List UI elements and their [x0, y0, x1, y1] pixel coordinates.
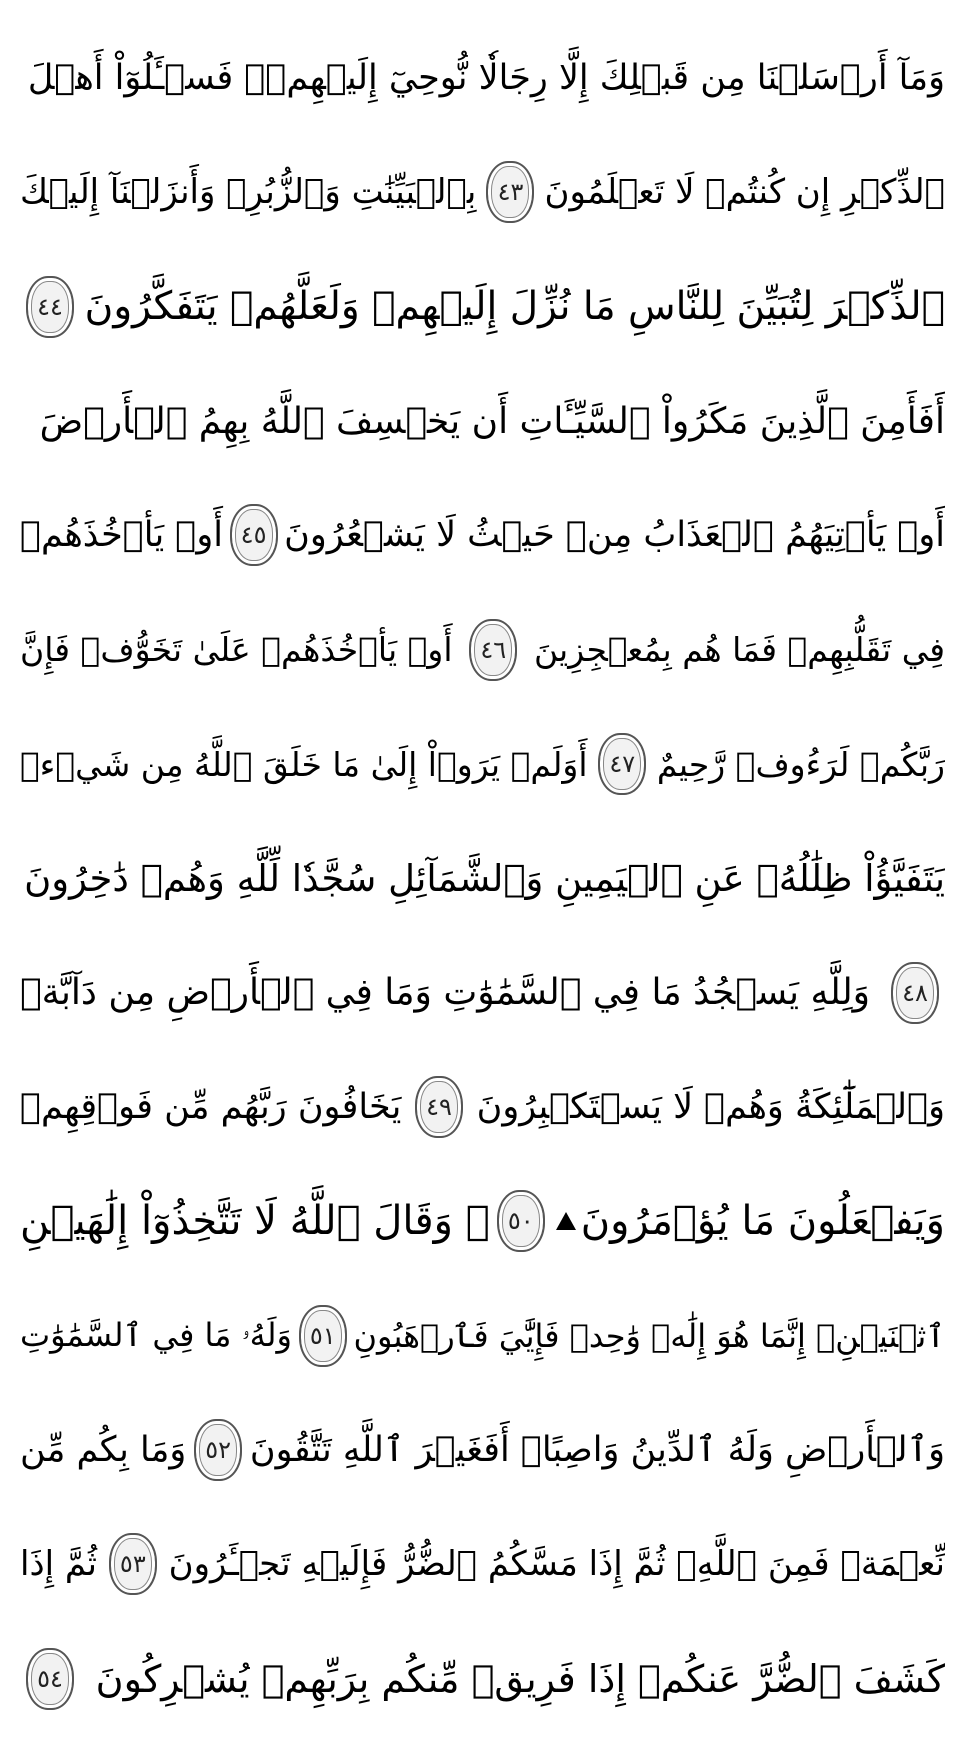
verse-text: رَبَّكُمۡ لَرَءُوفٞ رَّحِيمٌ	[656, 744, 945, 784]
text-line	[20, 1167, 945, 1275]
ayah-number-marker: ٥١	[299, 1305, 347, 1367]
verse-text: ٱلذِّكۡرِ إِن كُنتُمۡ لَا تَعۡلَمُونَ	[544, 172, 945, 213]
verse-text: وَٱلۡأَرۡضِ وَلَهُ ٱلدِّينُ وَاصِبًاۚ أَفَغَيۡرَ ٱللَّهِ تَتَّقُونَ	[249, 1430, 945, 1471]
ayah-number-marker: ٤٥	[230, 504, 278, 566]
text-line	[20, 24, 945, 132]
text-line	[20, 481, 945, 589]
verse-text: بِٱلۡبَيِّنَٰتِ وَٱلزُّبُرِۗ وَأَنزَلۡنَآ إِلَيۡكَ	[20, 172, 477, 213]
text-line	[20, 253, 945, 361]
text-line	[20, 824, 945, 932]
verse-text: أَوۡ يَأۡخُذَهُمۡ	[20, 515, 223, 556]
text-line	[20, 710, 945, 818]
verse-text: وَلَهُۥ مَا فِي ٱلسَّمَٰوَٰتِ	[20, 1316, 292, 1355]
verse-text: وَلِلَّهِ يَسۡجُدُ مَا فِي ٱلسَّمَٰوَٰتِ وَمَا فِي ٱلۡأَرۡضِ مِن دَآبَّةٖ	[20, 972, 871, 1014]
verse-text: ٱثۡنَيۡنِۖ إِنَّمَا هُوَ إِلَٰهٞ وَٰحِدٞ فَإِيَّٰيَ فَٱرۡهَبُونِ	[353, 1316, 945, 1355]
text-line	[20, 1510, 945, 1618]
ayah-number-marker: ٥٢	[194, 1419, 242, 1481]
ayah-number-marker: ٤٣	[486, 161, 534, 223]
verse-text: وَيَفۡعَلُونَ مَا يُؤۡمَرُونَ	[580, 1198, 945, 1245]
text-line	[20, 138, 945, 246]
text-line	[20, 1053, 945, 1161]
verse-text: أَوَلَمۡ يَرَوۡاْ إِلَىٰ مَا خَلَقَ ٱللَّهُ مِن شَيۡءٖ	[20, 744, 588, 784]
verse-text: ثُمَّ إِذَا	[20, 1544, 97, 1585]
verse-text: كَشَفَ ٱلضُّرَّ عَنكُمۡ إِذَا فَرِيقٞ مِّنكُم بِرَبِّهِمۡ يُشۡرِكُونَ	[95, 1656, 945, 1701]
verse-text: أَوۡ يَأۡخُذَهُمۡ عَلَىٰ تَخَوُّفٖ فَإِنَّ	[20, 630, 453, 670]
text-line	[20, 596, 945, 704]
sajda-icon	[556, 1212, 576, 1230]
verse-text: وَمَا بِكُم مِّن	[20, 1430, 187, 1471]
text-line	[20, 939, 945, 1047]
verse-text: فِي تَقَلُّبِهِمۡ فَمَا هُم بِمُعۡجِزِينَ	[533, 630, 945, 670]
ayah-number-marker: ٤٧	[598, 733, 646, 795]
verse-text: أَفَأَمِنَ ٱلَّذِينَ مَكَرُواْ ٱلسَّيِّـَٔاتِ أَن يَخۡسِفَ ٱللَّهُ بِهِمُ ٱلۡأَرۡضَ	[39, 400, 945, 442]
ayah-number-marker: ٤٦	[469, 619, 517, 681]
verse-text: أَوۡ يَأۡتِيَهُمُ ٱلۡعَذَابُ مِنۡ حَيۡثُ لَا يَشۡعُرُونَ	[284, 515, 945, 556]
verse-text: نِّعۡمَةٖ فَمِنَ ٱللَّهِۖ ثُمَّ إِذَا مَسَّكُمُ ٱلضُّرُّ فَإِلَيۡهِ تَجۡـَٔرُونَ	[168, 1544, 945, 1585]
ayah-number-marker: ٤٨	[891, 962, 939, 1024]
verse-text: ۞ وَقَالَ ٱللَّهُ لَا تَتَّخِذُوٓاْ إِلَٰهَيۡنِ	[20, 1198, 490, 1245]
verse-text: يَتَفَيَّؤُاْ ظِلَٰلُهُۥ عَنِ ٱلۡيَمِينِ وَٱلشَّمَآئِلِ سُجَّدٗا لِّلَّهِ وَهُمۡ دَٰخِرُونَ	[24, 856, 945, 900]
text-line	[20, 367, 945, 475]
ayah-number-marker: ٥٠	[497, 1190, 545, 1252]
ayah-number-marker: ٥٣	[109, 1533, 157, 1595]
verse-text: يَخَافُونَ رَبَّهُم مِّن فَوۡقِهِمۡ	[20, 1087, 402, 1128]
verse-text: وَٱلۡمَلَٰٓئِكَةُ وَهُمۡ لَا يَسۡتَكۡبِرُونَ	[476, 1087, 945, 1128]
ayah-number-marker: ٤٤	[26, 276, 74, 338]
text-line	[20, 1282, 945, 1390]
text-line	[20, 1396, 945, 1504]
text-line	[20, 1625, 945, 1733]
ayah-number-marker: ٥٤	[26, 1648, 74, 1710]
verse-text: وَمَآ أَرۡسَلۡنَا مِن قَبۡلِكَ إِلَّا رِجَالٗا نُّوحِيٓ إِلَيۡهِمۡۖ فَسۡـَٔلُوٓاْ أَهۡلَ	[27, 58, 945, 98]
ayah-number-marker: ٤٩	[415, 1076, 463, 1138]
verse-text: ٱلذِّكۡرَ لِتُبَيِّنَ لِلنَّاسِ مَا نُزِّلَ إِلَيۡهِمۡ وَلَعَلَّهُمۡ يَتَفَكَّرُونَ	[84, 284, 945, 330]
